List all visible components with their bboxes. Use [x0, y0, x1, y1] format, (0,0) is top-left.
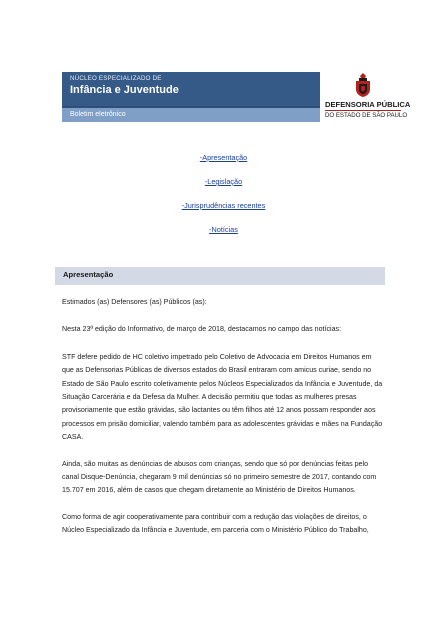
toc-link-apresentacao[interactable]: -Apresentação: [199, 153, 248, 162]
table-of-contents: [62, 150, 385, 246]
section-header: [55, 267, 385, 285]
banner-title: Infância e Juventude: [70, 84, 179, 96]
paragraph-cooperacao: Como forma de agir cooperativamente para contribuir com a redução das violações de direitos, o Núcleo Especializado da Infância e Juventude, em parceria com o Ministério Público do Trabalho,: [62, 512, 369, 535]
logo-name: DEFENSORIA PÚBLICA: [325, 100, 411, 109]
toc-link-jurisprudencias[interactable]: -Jurisprudências recentes: [181, 201, 266, 210]
paragraph-greeting: Estimados (as) Defensores (as) Públicos (as):: [62, 298, 207, 306]
banner-strip: [62, 108, 320, 122]
banner-subtitle: Boletim eletrônico: [70, 110, 126, 118]
header-banner: [62, 72, 320, 122]
paragraph-denuncias: Ainda, são muitas as denúncias de abusos com crianças, sendo que só por denúncias feitas pelo canal Disque-Denúncia, chegaram 9 mil denúncias só no primeiro semestre de 2017, contando com 15.707 em 2016, além de casos que chegam diretamente ao Ministério de Direitos Humanos.: [62, 459, 377, 495]
toc-link-legislacao[interactable]: -Legislação: [204, 177, 243, 186]
defensoria-logo: [325, 72, 411, 124]
logo-divider: [325, 110, 401, 111]
logo-subtitle: DO ESTADO DE SÃO PAULO: [325, 112, 408, 119]
body-text: [62, 296, 385, 551]
section-title: Apresentação: [63, 270, 114, 279]
paragraph-stf: STF defere pedido de HC coletivo impetrado pelo Coletivo de Advocacia em Direitos Humanos em que as Defensorias Públicas de diversos estados do Brasil entraram com amicus curiae, sendo no Estado de São Paulo escrito coletivamente pelos Núcleos Especializados da Infância e Juventude, da Situação Carcerária e da Defesa da Mulher. A decisão permitiu que todas as mulheres presas provisoriamente que estão grávidas, são lactantes ou têm filhos até 12 anos possam responder aos processos em prisão domiciliar, valendo também para as adolescentes grávidas e mães na Fundação CASA.: [62, 352, 383, 442]
banner-kicker: NÚCLEO ESPECIALIZADO DE: [70, 75, 162, 82]
coat-of-arms-icon: [353, 72, 373, 98]
banner-top: [62, 72, 320, 106]
paragraph-intro: Nesta 23ª edição do Informativo, de março de 2018, destacamos no campo das notícias:: [62, 325, 342, 334]
toc-link-noticias[interactable]: -Notícias: [209, 225, 238, 234]
